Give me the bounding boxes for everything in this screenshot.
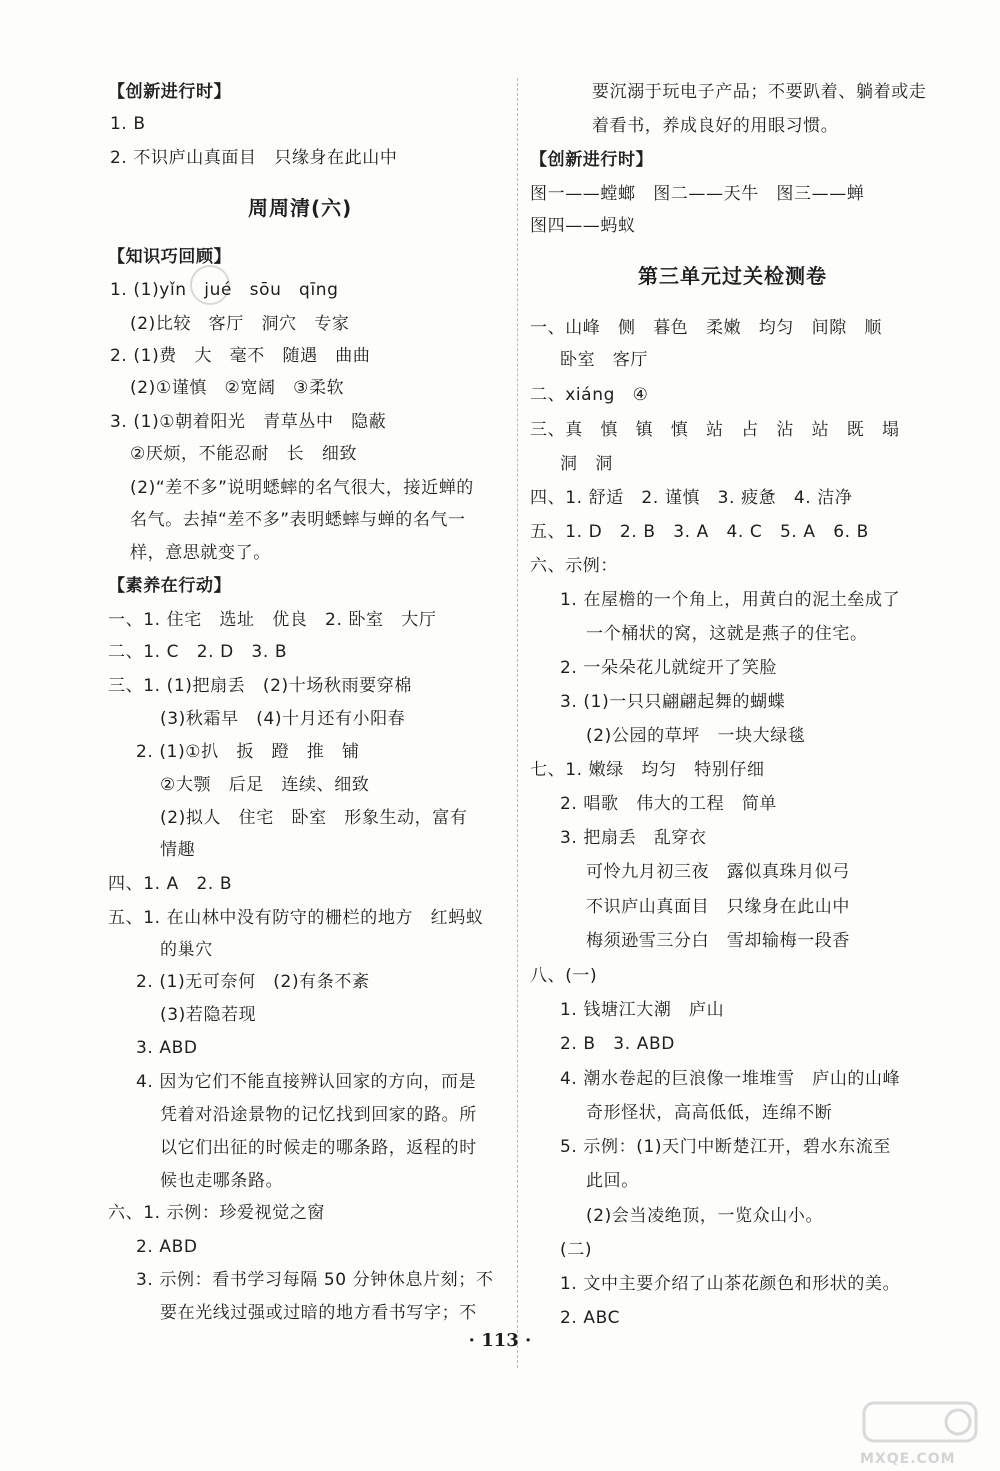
page-number: · 113 · xyxy=(468,1330,532,1351)
answer-line: 要在光线过强或过暗的地方看书写字；不 xyxy=(160,1303,477,1323)
answer-line: ②厌烦，不能忍耐 长 细致 xyxy=(130,444,358,464)
answer-line: 要沉溺于玩电子产品；不要趴着、躺着或走 xyxy=(592,82,927,102)
answer-line: (二) xyxy=(560,1240,593,1260)
answer-line: 2. ABC xyxy=(560,1308,621,1328)
section-heading: 周周清(六) xyxy=(248,196,353,220)
answer-line: 3. (1)一只只翩翩起舞的蝴蝶 xyxy=(560,692,786,712)
answer-line: 八、(一) xyxy=(530,966,598,986)
answer-line: (2)比较 客厅 洞穴 专家 xyxy=(130,314,350,334)
answer-line: 2. (1)①扒 扳 蹬 推 铺 xyxy=(136,742,360,762)
answer-line: 4. 因为它们不能直接辨认回家的方向，而是 xyxy=(136,1072,477,1092)
answer-line: 二、1. C 2. D 3. B xyxy=(108,642,288,662)
answer-line: 情趣 xyxy=(160,840,196,860)
answer-line: 2. 唱歌 伟大的工程 简单 xyxy=(560,794,778,814)
answer-line: 可怜九月初三夜 露似真珠月似弓 xyxy=(586,862,850,882)
answer-line: 三、真 慎 镇 慎 站 占 沾 站 既 塌 xyxy=(530,420,900,440)
watermark-text: MXQE.COM xyxy=(860,1451,956,1467)
answer-line: 5. 示例：(1)天门中断楚江开，碧水东流至 xyxy=(560,1137,891,1157)
section-label: 【素养在行动】 xyxy=(108,576,232,596)
answer-line: (2)会当凌绝顶，一览众山小。 xyxy=(586,1206,824,1226)
answer-line: 二、xiáng ④ xyxy=(530,385,649,405)
answer-line: 以它们出征的时候走的哪条路，返程的时 xyxy=(160,1138,477,1158)
section-label: 【创新进行时】 xyxy=(530,150,654,170)
answer-line: 六、1. 示例：珍爱视觉之窗 xyxy=(108,1203,326,1223)
answer-line: 2. B 3. ABD xyxy=(560,1034,675,1054)
answer-line: 2. 一朵朵花儿就绽开了笑脸 xyxy=(560,658,778,678)
section-heading: 第三单元过关检测卷 xyxy=(638,264,827,288)
answer-line: 2. (1)无可奈何 (2)有条不紊 xyxy=(136,972,370,992)
watermark-badge-icon xyxy=(860,1397,980,1447)
answer-line: 此回。 xyxy=(586,1171,639,1191)
answer-line: 四、1. A 2. B xyxy=(108,874,233,894)
answer-line: ②大颚 后足 连续、细致 xyxy=(160,775,370,795)
answer-line: 奇形怪状，高高低低，连绵不断 xyxy=(586,1103,833,1123)
answer-line: 2. ABD xyxy=(136,1237,198,1257)
column-divider xyxy=(517,78,518,1368)
answer-line: 3. (1)①朝着阳光 青草丛中 隐蔽 xyxy=(110,412,387,432)
answer-line: 名气。去掉“差不多”表明蟋蟀与蝉的名气一 xyxy=(130,510,466,530)
answer-line: 三、1. (1)把扇丢 (2)十场秋雨要穿棉 xyxy=(108,676,412,696)
answer-line: 七、1. 嫩绿 均匀 特别仔细 xyxy=(530,760,765,780)
section-label: 【知识巧回顾】 xyxy=(108,247,232,267)
answer-line: 4. 潮水卷起的巨浪像一堆堆雪 庐山的山峰 xyxy=(560,1069,901,1089)
section-label: 【创新进行时】 xyxy=(108,82,232,102)
answer-line: 3. 把扇丢 乱穿衣 xyxy=(560,828,707,848)
answer-line: 五、1. 在山林中没有防守的栅栏的地方 红蚂蚁 xyxy=(108,908,484,928)
answer-line: 图四——蚂蚁 xyxy=(530,216,636,236)
answer-line: 四、1. 舒适 2. 谨慎 3. 疲惫 4. 洁净 xyxy=(530,488,853,508)
answer-line: 六、示例： xyxy=(530,556,618,576)
answer-line: (2)公园的草坪 一块大绿毯 xyxy=(586,726,806,746)
answer-line: 2. (1)费 大 毫不 随遇 曲曲 xyxy=(110,346,371,366)
answer-line: 1. B xyxy=(110,114,146,134)
answer-line: (3)秋霜早 (4)十月还有小阳春 xyxy=(160,709,406,729)
answer-line: 一个桶状的窝，这就是燕子的住宅。 xyxy=(586,624,868,644)
answer-line: 1. 文中主要介绍了山茶花颜色和形状的美。 xyxy=(560,1274,901,1294)
answer-line: 1. 在屋檐的一个角上，用黄白的泥土垒成了 xyxy=(560,590,901,610)
answer-line: 一、山峰 侧 暮色 柔嫩 均匀 间隙 顺 xyxy=(530,318,882,338)
answer-line: (3)若隐若现 xyxy=(160,1005,257,1025)
answer-line: 洞 洞 xyxy=(560,454,613,474)
answer-line: 3. ABD xyxy=(136,1038,198,1058)
answer-line: 候也走哪条路。 xyxy=(160,1171,284,1191)
answer-line: 梅须逊雪三分白 雪却输梅一段香 xyxy=(586,931,850,951)
answer-line: 的巢穴 xyxy=(160,940,213,960)
answer-line: 图一——螳螂 图二——天牛 图三——蝉 xyxy=(530,184,865,204)
watermark-logo xyxy=(860,1397,980,1467)
answer-line: 凭着对沿途景物的记忆找到回家的路。所 xyxy=(160,1105,477,1125)
answer-line: (2)“差不多”说明蟋蟀的名气很大，接近蝉的 xyxy=(130,478,474,498)
answer-line: 1. 钱塘江大潮 庐山 xyxy=(560,1000,725,1020)
answer-line: (2)①谨慎 ②宽阔 ③柔软 xyxy=(130,378,345,398)
answer-line: 样，意思就变了。 xyxy=(130,543,271,563)
answer-line: 五、1. D 2. B 3. A 4. C 5. A 6. B xyxy=(530,522,869,542)
answer-line: 2. 不识庐山真面目 只缘身在此山中 xyxy=(110,148,398,168)
answer-line: (2)拟人 住宅 卧室 形象生动，富有 xyxy=(160,808,468,828)
answer-line: 着看书，养成良好的用眼习惯。 xyxy=(592,116,839,136)
answer-line: 1. (1)yǐn jué sōu qīng xyxy=(110,280,339,300)
answer-line: 卧室 客厅 xyxy=(560,350,648,370)
answer-line: 一、1. 住宅 选址 优良 2. 卧室 大厅 xyxy=(108,610,437,630)
answer-line: 3. 示例：看书学习每隔 50 分钟休息片刻；不 xyxy=(136,1270,494,1290)
answer-line: 不识庐山真面目 只缘身在此山中 xyxy=(586,897,850,917)
